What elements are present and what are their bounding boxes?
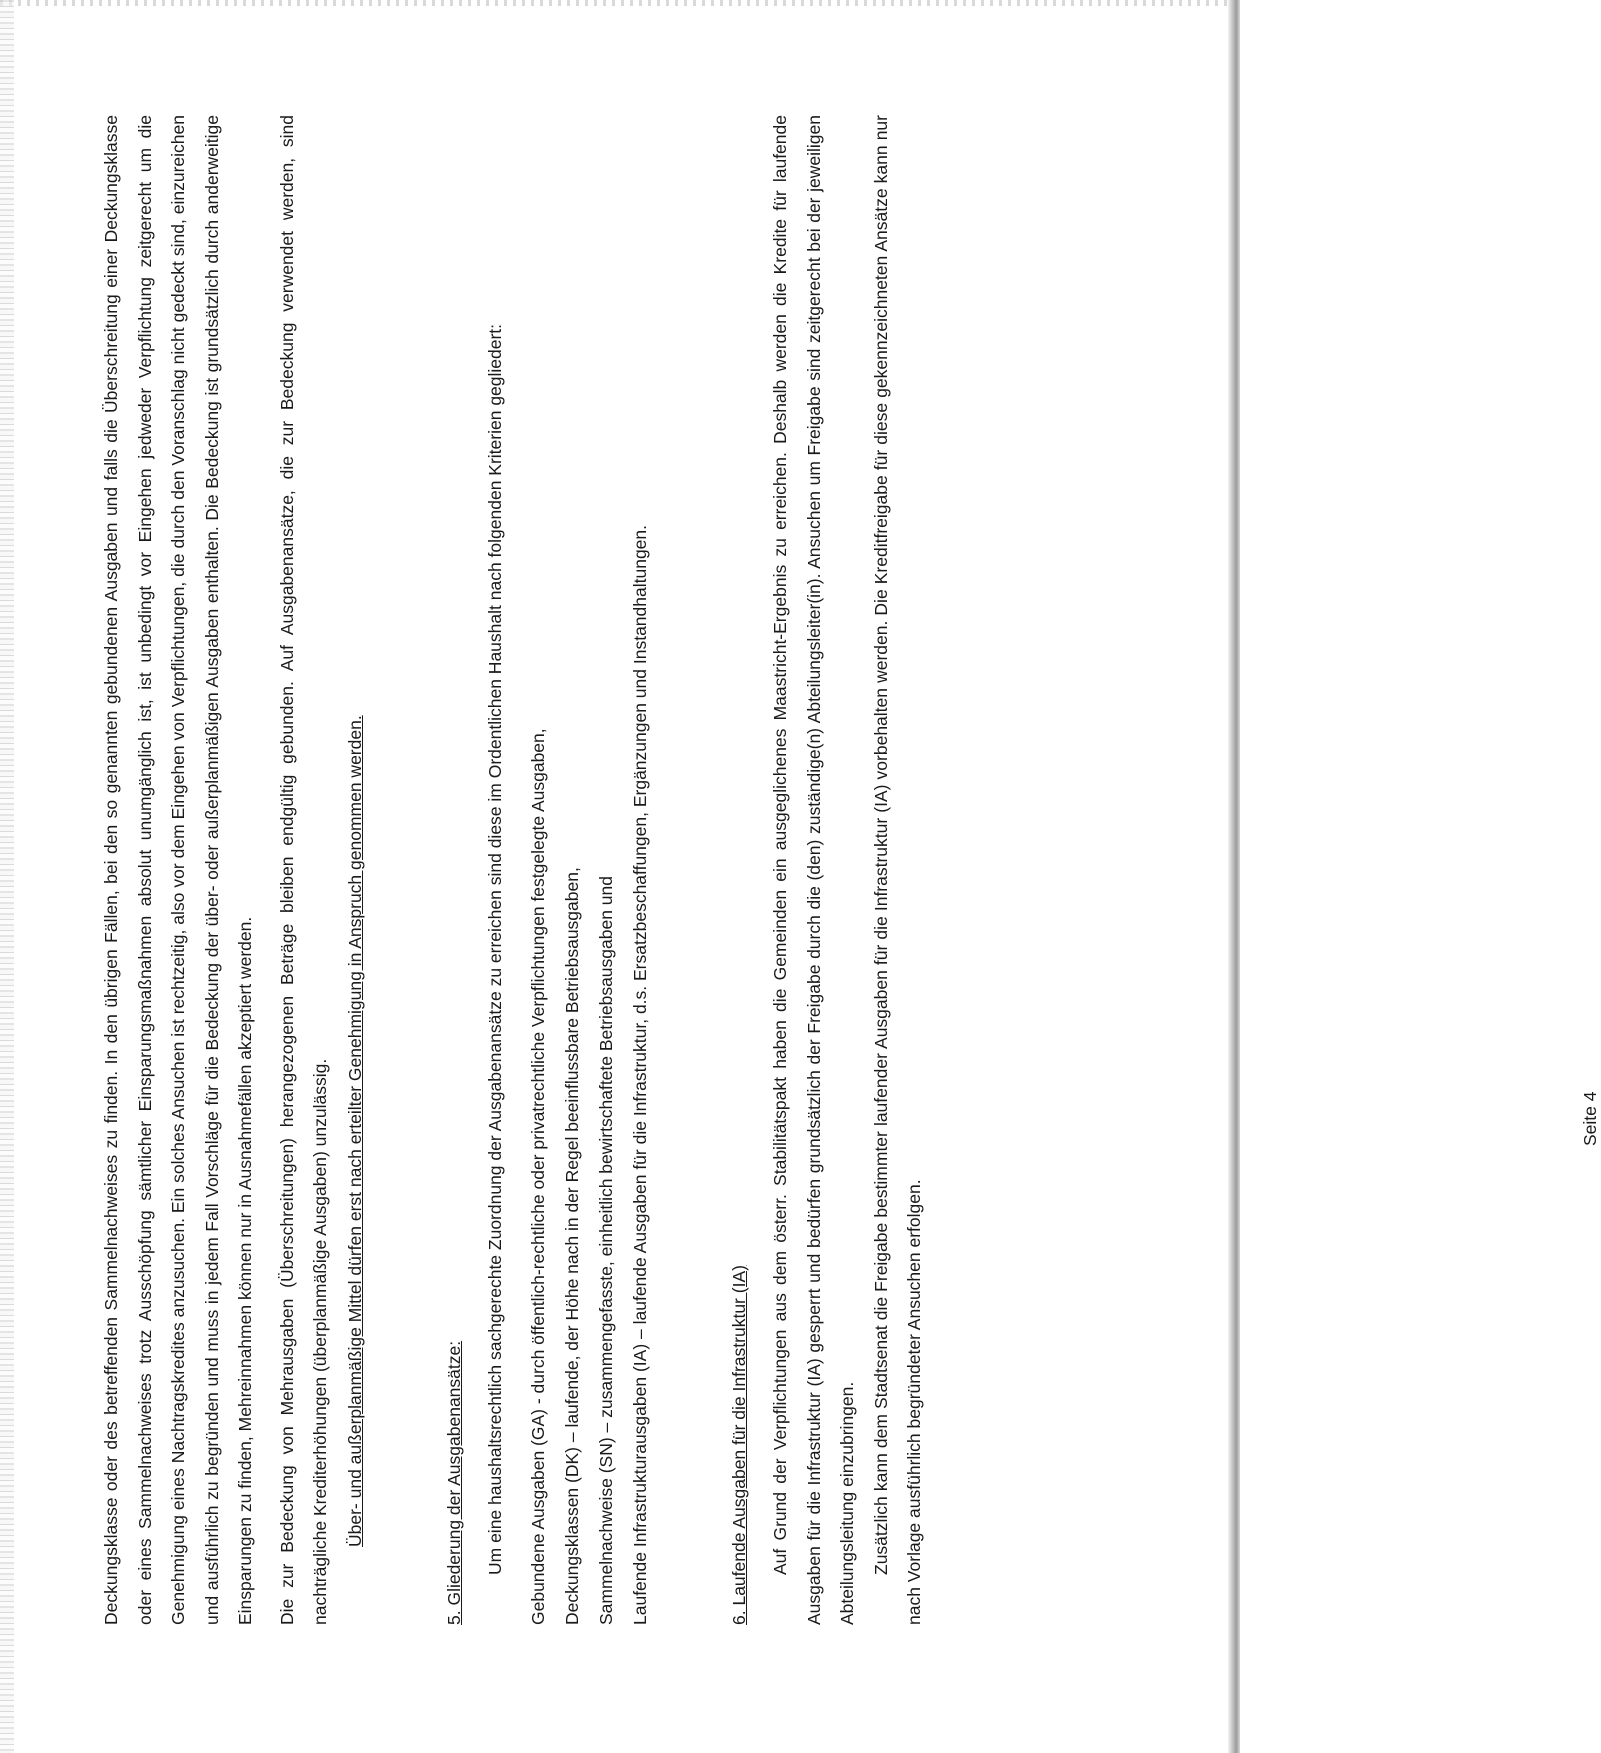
paragraph-bedeckung: Deckungsklasse oder des betreffenden Sammelnachweises zu finden. In den übrigen Fällen, bei den so genannten gebundenen Ausgaben und falls die Überschreitung einer Deckungsklasse oder eines Sammelnachweises trotz Ausschöpfung sämtlicher Einsparungsmaßnahmen absolut unumgänglich ist, ist unbedingt vor Eingehen jedweder Verpflichtung zeitgerecht um die Genehmigung eines Nachtragskredites anzusuchen. Ein solches Ansuchen ist rechtzeitig, also vor dem Eingehen von Verpflichtungen, die durch den Voranschlag nicht gedeckt sind, einzureichen und ausführlich zu begründen und muss in jedem Fall Vorschläge für die Bedeckung der über- oder außerplanmäßigen Ausgaben enthalten. Die Bedeckung ist grundsätzlich durch anderweitige Einsparungen zu finden, Mehreinnahmen können nur in Ausnahmefällen akzeptiert werden.: [101, 115, 255, 1625]
scan-artifact-top: [0, 0, 1240, 6]
list-item-sammelnachweise: Sammelnachweise (SN) – zusammengefasste, einheitlich bewirtschaftete Betriebsausgaben und: [595, 875, 616, 1625]
list-item-infrastrukturausgaben: Laufende Infrastrukturausgaben (IA) – laufende Ausgaben für die Infrastruktur, d.s. Ersatzbeschaffungen, Ergänzungen und Instandhaltungen.: [629, 524, 650, 1625]
section-5-intro: Um eine haushaltsrechtlich sachgerechte Zuordnung der Ausgabenansätze zu erreichen sind diese im Ordentlichen Haushalt nach folgenden Kriterien gegliedert:: [485, 323, 505, 1575]
list-item-deckungsklassen: Deckungsklassen (DK) – laufende, der Höhe nach in der Regel beeinflussbare Betriebsausgaben,: [561, 867, 582, 1625]
section-6-heading: 6. Laufende Ausgaben für die Infrastruktur (IA): [728, 1265, 749, 1625]
rotated-page-content: [95, 115, 1095, 1625]
section-5-heading: 5. Gliederung der Ausgabenansätze:: [443, 1340, 464, 1625]
page-number: Seite 4: [1580, 1091, 1600, 1146]
scan-artifact-right-edge: [1228, 0, 1240, 1753]
section-6-paragraph-1: Auf Grund der Verpflichtungen aus dem österr. Stabilitätspakt haben die Gemeinden ein ausgeglichenes Maastricht-Ergebnis zu erreichen. Deshalb werden die Kredite für laufende Ausgaben für die Infrastruktur (IA) gesperrt und bedürfen grundsätzlich der Freigabe durch die (den) zuständige(n) Abteilungsleiter(in). Ansuchen um Freigabe sind zeitgerecht bei der jeweiligen Abteilungsleitung einzubringen.: [770, 115, 857, 1625]
scan-artifact-left-edge: [0, 0, 14, 1753]
section-6-paragraph-2: Zusätzlich kann dem Stadtsenat die Freigabe bestimmter laufender Ausgaben für die Infrastruktur (IA) vorbehalten werden. Die Kreditfreigabe für diese gekennzeichneten Ansätze kann nur nach Vorlage ausführlich begründeter Ansuchen erfolgen.: [870, 115, 924, 1625]
paragraph-mehrausgaben: Die zur Bedeckung von Mehrausgaben (Überschreitungen) herangezogenen Beträge bleiben endgültig gebunden. Auf Ausgabenansätze, die zur Bedeckung verwendet werden, sind nachträgliche Krediterhöhungen (überplanmäßige Ausgaben) unzulässig.: [276, 115, 330, 1625]
list-item-gebundene-ausgaben: Gebundene Ausgaben (GA) - durch öffentlich-rechtliche oder privatrechtliche Verpflichtungen festgelegte Ausgaben,: [527, 728, 548, 1625]
underlined-rule-genehmigung: Über- und außerplanmäßige Mittel dürfen erst nach erteilter Genehmigung in Anspruch genommen werden.: [344, 715, 365, 1547]
